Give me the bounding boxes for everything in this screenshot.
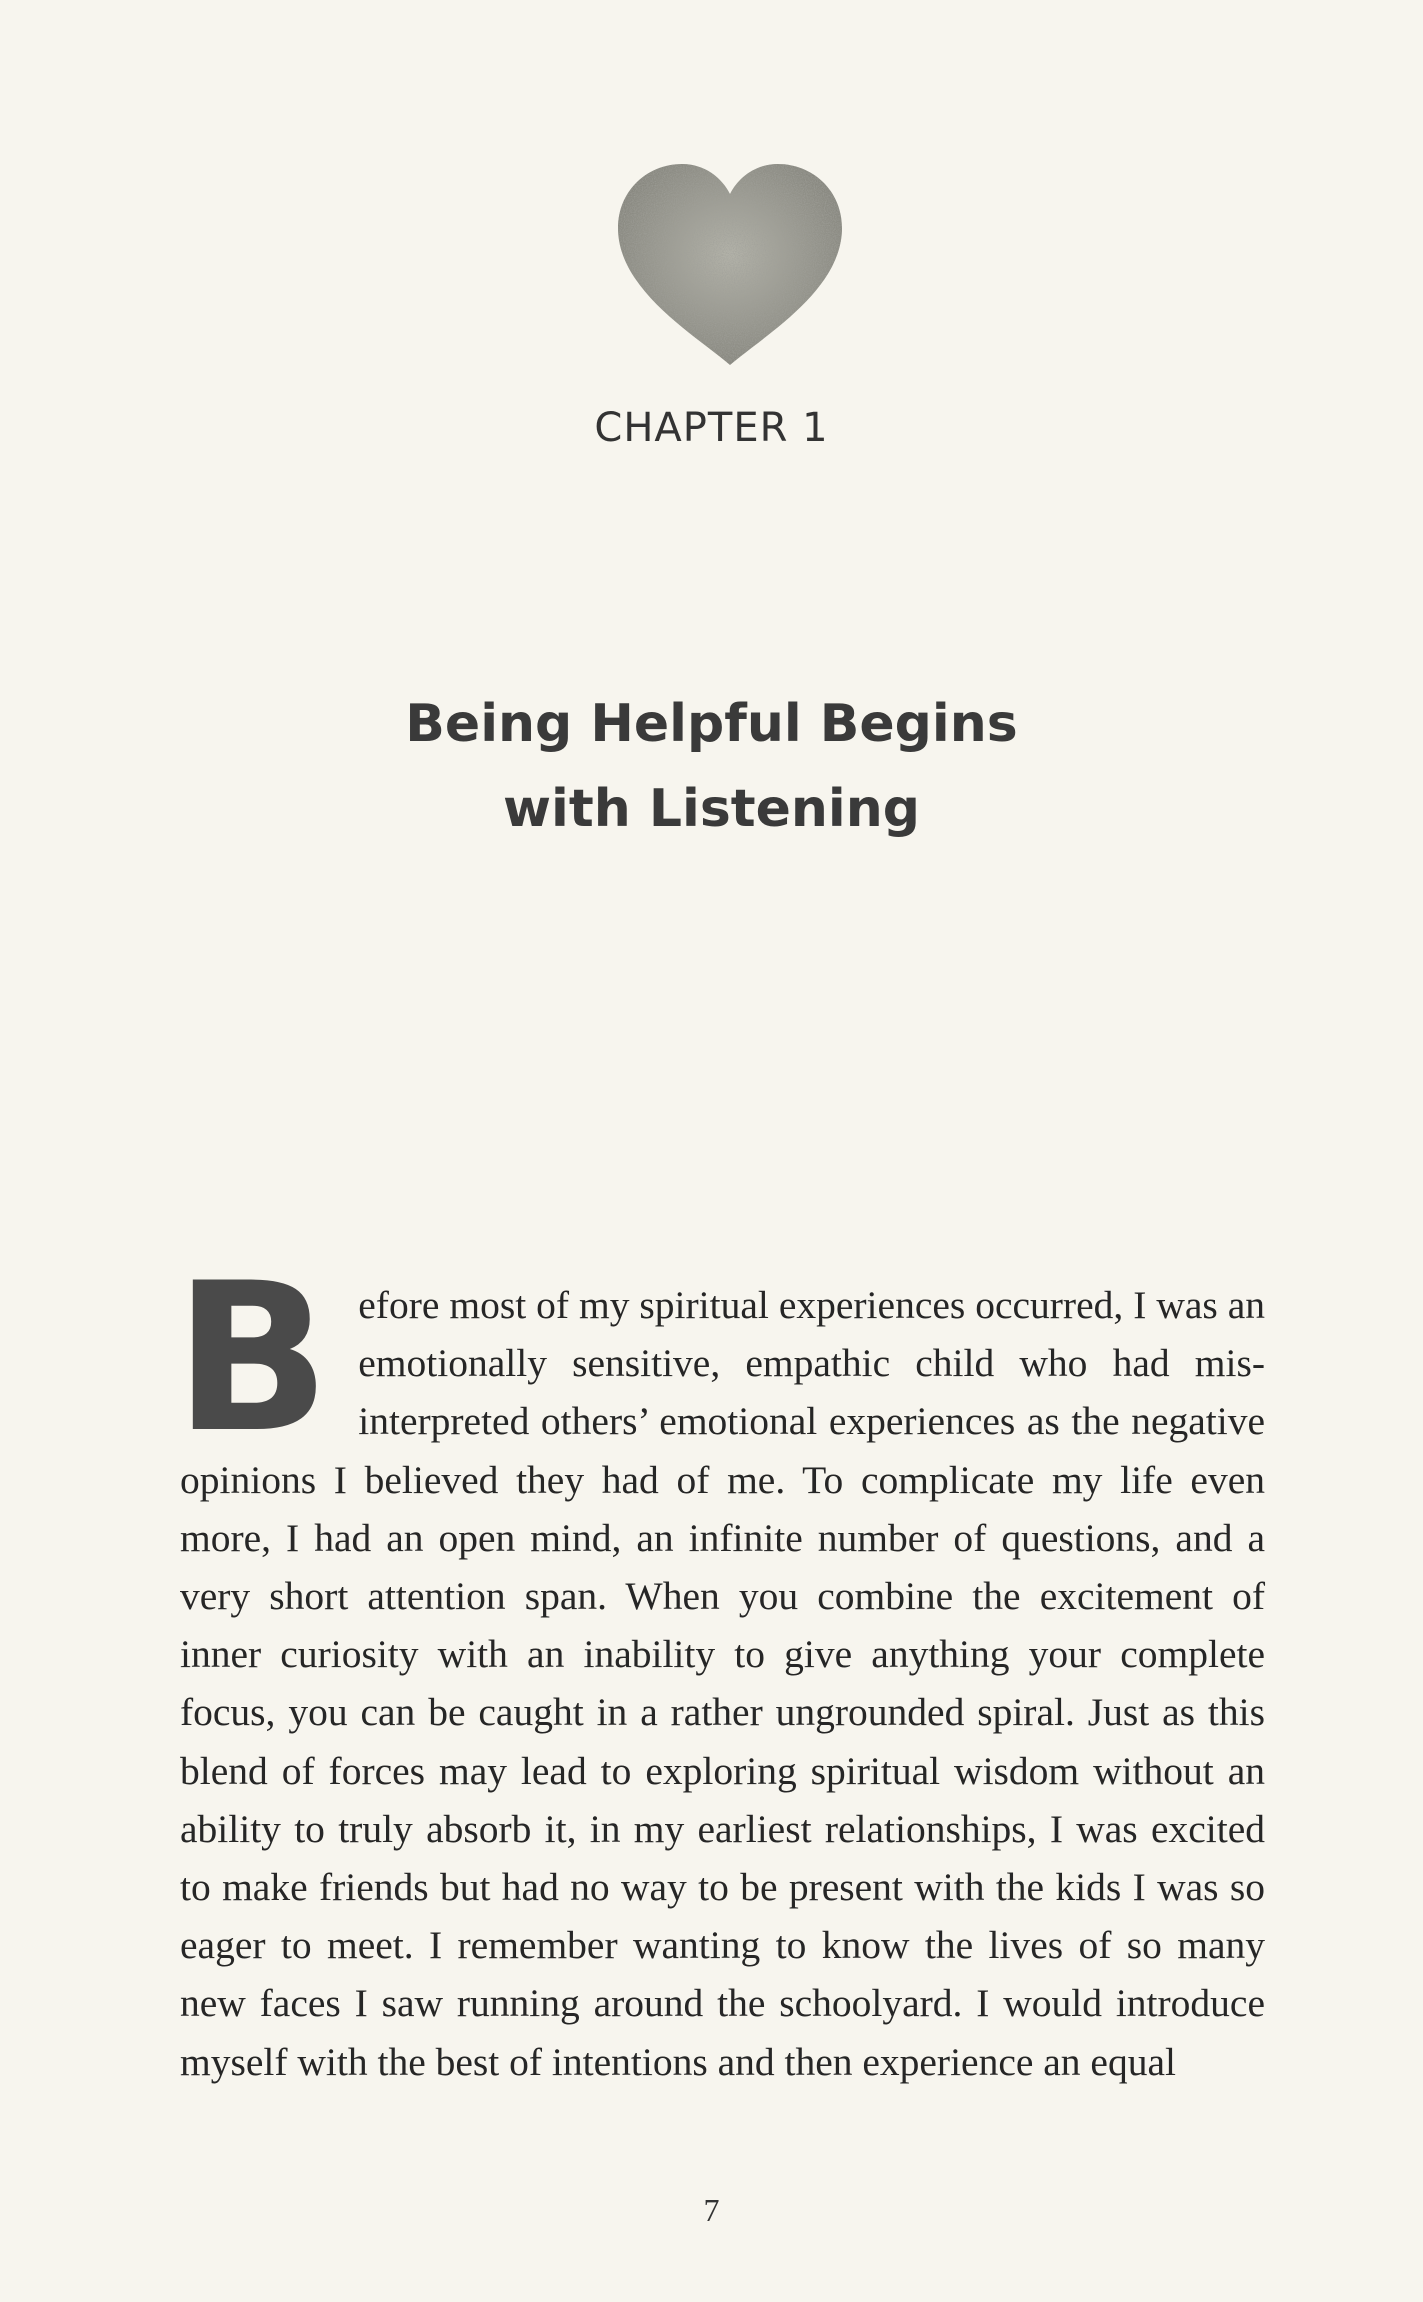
body-paragraph	[174, 1240, 1265, 2091]
chapter-label: CHAPTER 1	[594, 405, 829, 451]
heart-icon	[600, 150, 860, 380]
body-paragraph-text: efore most of my spiritual experiences occurred, I was an emotionally sensitive, empathic child who had misinterpreted others’ emotional experiences as the negative opinions I believed they had of me. To complicate my life even more, I had an open mind, an infinite number of questions, and a very short attention span. When you combine the excitement of inner curiosity with an inability to give anything your complete focus, you can be caught in a rather ungrounded spiral. Just as this blend of forces may lead to exploring spiritual wisdom without an ability to truly absorb it, in my earliest relationships, I was excited to make friends but had no way to be present with the kids I was so eager to meet. I remember wanting to know the lives of so many new faces I saw running around the schoolyard. I would introduce myself with the best of intentions and then experience an equal	[180, 1283, 1265, 2084]
drop-cap: B	[174, 1240, 331, 1478]
page-number: 7	[703, 2192, 720, 2228]
chapter-title-line-2: with Listening	[503, 779, 920, 839]
chapter-title-line-1: Being Helpful Begins	[405, 694, 1018, 754]
chapter-title	[0, 682, 1423, 852]
